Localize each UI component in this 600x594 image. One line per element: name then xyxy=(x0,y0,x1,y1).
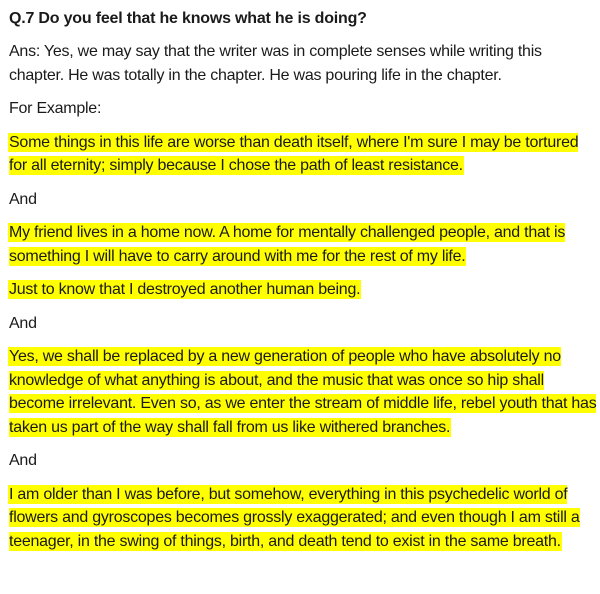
highlighted-quote-3: Just to know that I destroyed another human being. xyxy=(9,281,361,298)
highlighted-quote-2: My friend lives in a home now. A home for mentally challenged people, and that is something I will have to carry around with me for the rest of my life. xyxy=(9,224,566,265)
quote-paragraph-3 xyxy=(9,278,597,302)
quote-paragraph-4 xyxy=(9,345,597,439)
for-example-label: For Example: xyxy=(9,100,102,117)
highlighted-quote-1: Some things in this life are worse than death itself, where I'm sure I may be tortured for all eternity; simply because I chose the path of least resistance. xyxy=(9,133,579,174)
highlighted-quote-4: Yes, we shall be replaced by a new generation of people who have absolutely no knowledge of what anything is about, and the music that was once so hip shall become irrelevant. Even so, as we enter the stream of middle life, rebel youth that has taken us part of the way shall fall from us like withered branches. xyxy=(9,348,597,436)
question-heading: Q.7 Do you feel that he knows what he is doing? xyxy=(9,10,367,27)
quote-paragraph-1 xyxy=(9,131,597,178)
quote-paragraph-5 xyxy=(9,483,597,554)
highlighted-quote-5: I am older than I was before, but somehow, everything in this psychedelic world of flowers and gyroscopes becomes grossly exaggerated; and even though I am still a teenager, in the swing of things, birth, and death tend to exist in the same breath. xyxy=(9,485,580,550)
document-page xyxy=(9,0,597,563)
quote-paragraph-2 xyxy=(9,221,597,268)
and-label-2: And xyxy=(9,314,37,332)
answer-paragraph: Ans: Yes, we may say that the writer was in complete senses while writing this chapter. He was totally in the chapter. He was pouring life in the chapter. xyxy=(9,43,542,84)
and-label-3: And xyxy=(9,452,37,469)
and-label-1: And xyxy=(9,190,37,208)
